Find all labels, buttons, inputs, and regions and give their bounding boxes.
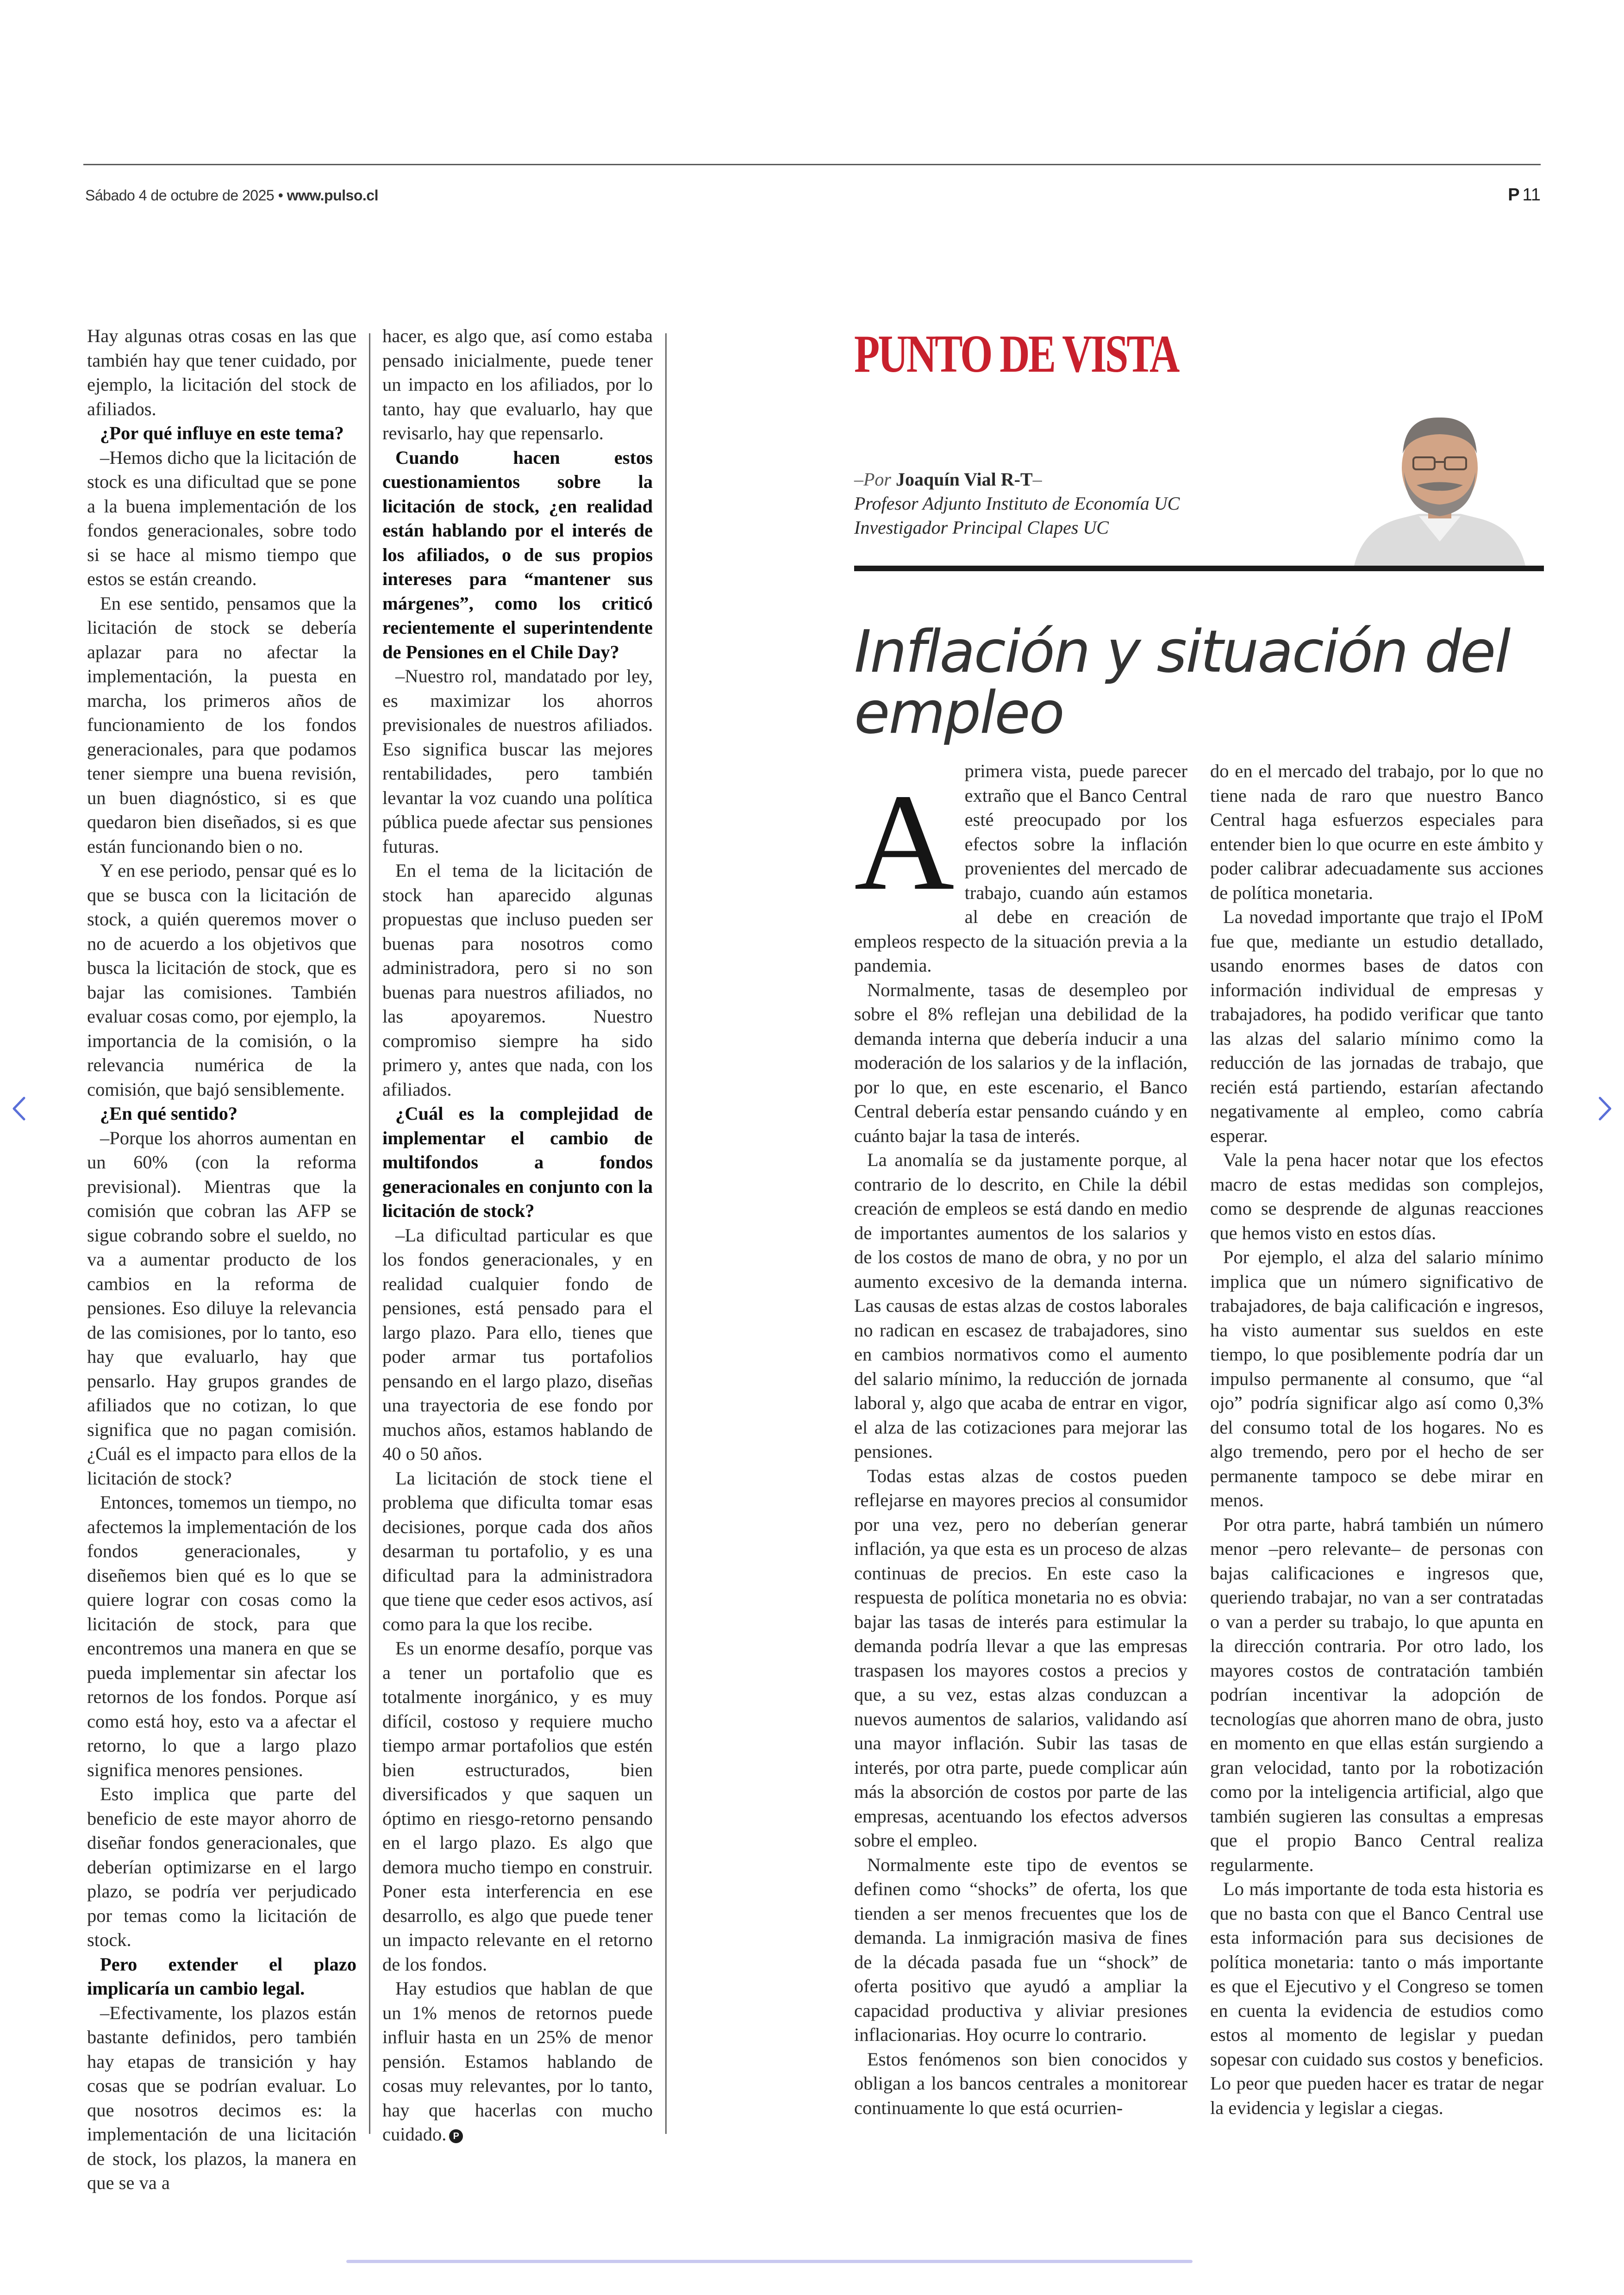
author-name: Joaquín Vial R-T bbox=[896, 469, 1033, 490]
issue-date-line bbox=[85, 187, 378, 204]
opinion-column-1 bbox=[854, 759, 1187, 2120]
interview-question: Pero extender el plazo implicaría un cambio legal. bbox=[87, 1953, 356, 1999]
horizontal-scrollbar[interactable] bbox=[346, 2260, 1193, 2263]
page-number bbox=[1508, 185, 1541, 205]
previous-page-button[interactable] bbox=[6, 1092, 31, 1125]
article-paragraph: Lo más importante de toda esta historia es que no basta con que el Banco Central use esta información para sus decisiones de política monetaria: tanto o más importante es que el Ejecutivo y el Congreso se tomen en cuenta la evidencia de estudios como estos al momento de legislar y puedan sopesar con cuidado sus costos y beneficios. Lo peor que pueden hacer es tratar de negar la evidencia y legislar a ciegas. bbox=[1210, 1878, 1543, 2118]
author-role-2: Investigador Principal Clapes UC bbox=[854, 517, 1109, 538]
opinion-column-2 bbox=[1210, 759, 1543, 2120]
article-paragraph-text: primera vista, puede parecer extraño que el Banco Central esté preocupado por los efectos sobre la inflación provenientes del mercado de trabajo, cuando aún estamos al debe en creación de empleos respecto de la situación previa a la pandemia. bbox=[854, 761, 1187, 976]
section-title: PUNTO DE VISTA bbox=[854, 324, 1178, 384]
interview-column-1 bbox=[87, 324, 356, 2195]
headline-rule bbox=[854, 566, 1544, 571]
byline bbox=[854, 468, 1180, 540]
page-letter: P bbox=[1508, 185, 1520, 205]
byline-prefix: –Por bbox=[854, 469, 891, 490]
column-divider bbox=[369, 333, 370, 2134]
article-paragraph: Por otra parte, habrá también un número menor –pero relevante– de personas con bajas calificaciones e ingresos que, queriendo trabajar, no van a ser contratadas o van a perder su trabajo, lo que apunta en la dirección contraria. Por otro lado, los mayores costos de contratación también podrían incentivar la adopción de tecnologías que ahorren mano de obra, justo en momento en que ellas están surgiendo a gran velocidad, tanto por la robotización como por la inteligencia artificial, algo que también sugieren las consultas a empresas que el propio Banco Central realiza regularmente. bbox=[1210, 1514, 1543, 1875]
interview-paragraph: Esto implica que parte del beneficio de este mayor ahorro de diseñar fondos generacionales, que deberían optimizarse en el largo plazo, se podría ver perjudicado por temas como la licitación de stock. bbox=[87, 1784, 356, 1950]
interview-paragraph: En el tema de la licitación de stock han aparecido algunas propuestas que incluso pueden ser buenas para nosotros como administradora, pero si no son buenas para nuestros afiliados, no las apoyaremos. Nuestro compromiso siempre ha sido primero y, antes que nada, con los afiliados. bbox=[382, 860, 653, 1100]
interview-paragraph: Hay estudios que hablan de que un 1% menos de retornos puede influir hasta en un 25% de menor pensión. Estamos hablando de cosas muy relevantes, por lo tanto, hay que hacerlas con mucho cuidado. P bbox=[382, 1978, 653, 2145]
author-role-1: Profesor Adjunto Instituto de Economía UC bbox=[854, 493, 1180, 514]
interview-paragraph: –Hemos dicho que la licitación de stock es una dificultad que se pone a la buena implementación de los fondos generacionales, sobre todo si se hace al mismo tiempo que estos se están creando. bbox=[87, 447, 356, 589]
interview-question: Cuando hacen estos cuestionamientos sobre la licitación de stock, ¿en realidad están hablando por el interés de los afiliados, o de sus propios intereses para “mantener sus márgenes”, como los criticó recientemente el superintendente de Pensiones en el Chile Day? bbox=[382, 447, 653, 662]
interview-question: ¿En qué sentido? bbox=[100, 1103, 238, 1124]
article-paragraph: Vale la pena hacer notar que los efectos macro de estas medidas son complejos, como se desprende de algunas reacciones que hemos visto en estos días. bbox=[1210, 1149, 1543, 1243]
article-paragraph: Por ejemplo, el alza del salario mínimo implica que un número significativo de trabajadores, de baja calificación e ingresos, ha visto aumentar sus sueldos en este tiempo, lo que posiblemente podría dar un impulso permanente al consumo, que “al ojo” podría significar algo así como 0,3% del consumo total de los hogares. No es algo tremendo, pero por el hecho de ser permanente tampoco se debe mirar en menos. bbox=[1210, 1247, 1543, 1510]
article-paragraph bbox=[854, 759, 1187, 978]
interview-paragraph: hacer, es algo que, así como estaba pensado inicialmente, puede tener un impacto en los afiliados, por lo tanto, hay que evaluarlo, hay que revisarlo, hay que repensarlo. bbox=[382, 325, 653, 443]
article-paragraph: Estos fenómenos son bien conocidos y obligan a los bancos centrales a monitorear continuamente lo que está ocurrien- bbox=[854, 2048, 1187, 2118]
article-paragraph: La novedad importante que trajo el IPoM fue que, mediante un estudio detallado, usando enormes bases de datos con información individual de empresas y trabajadores, ha podido verificar que tanto las alzas del salario mínimo como la reducción de las jornadas de trabajo, que recién está partiendo, estarían afectando negativamente al empleo, como cabría esperar. bbox=[1210, 906, 1543, 1146]
interview-paragraph: En ese sentido, pensamos que la licitación de stock se debería aplazar para no afectar la implementación, la puesta en marcha, los primeros años de funcionamiento de los fondos generacionales, para que podamos tener siempre una buena revisión, un buen diagnóstico, si es que quedaron bien diseñados, si es que están funcionando bien o no. bbox=[87, 592, 356, 857]
article-headline: Inflación y situación del empleo bbox=[854, 617, 1510, 747]
interview-paragraph: Entonces, tomemos un tiempo, no afectemos la implementación de los fondos generacionales, y diseñemos bien qué es lo que se quiere lograr con cosas como la licitación de stock, para que encontremos una manera en que se pueda implementar sin afectar los retornos de los fondos. Porque así como está hoy, esto va a afectar el retorno, lo que a largo plazo significa menores pensiones. bbox=[87, 1492, 356, 1780]
column-divider bbox=[665, 333, 667, 2134]
site-link[interactable]: www.pulso.cl bbox=[287, 187, 378, 204]
page-number-value: 11 bbox=[1522, 185, 1541, 205]
interview-paragraph: –Efectivamente, los plazos están bastante definidos, pero también hay etapas de transición y hay cosas que se podrían evaluar. Lo que nosotros decimos es: la implementación de una licitación de stock, los plazos, la manera en que se va a bbox=[87, 2002, 356, 2193]
interview-column-2 bbox=[382, 324, 653, 2147]
end-of-article-mark: P bbox=[449, 2129, 463, 2143]
next-page-button[interactable] bbox=[1593, 1092, 1618, 1125]
byline-suffix: – bbox=[1032, 469, 1042, 490]
article-paragraph: Normalmente este tipo de eventos se definen como “shocks” de oferta, los que tienden a ser menos frecuentes que los de demanda. La inmigración masiva de fines de la década pasada fue un “shock” de oferta positivo que ayudó a ampliar la capacidad productiva y aliviar presiones inflacionarias. Hoy ocurre lo contrario. bbox=[854, 1854, 1187, 2045]
interview-paragraph: Es un enorme desafío, porque vas a tener un portafolio que es totalmente inorgánico, y es muy difícil, costoso y requiere mucho tiempo armar portafolios que estén bien estructurados, bien diversificados y que saquen un óptimo en riesgo-retorno pensando en el largo plazo. Es algo que demora mucho tiempo en construir. Poner esta interferencia en ese desarrollo, es algo que puede tener un impacto relevante en el retorno de los fondos. bbox=[382, 1638, 653, 1975]
interview-paragraph: Hay algunas otras cosas en las que también hay que tener cuidado, por ejemplo, la licitación del stock de afiliados. bbox=[87, 325, 356, 419]
interview-question: ¿Por qué influye en este tema? bbox=[100, 423, 344, 443]
issue-date: Sábado 4 de octubre de 2025 • bbox=[85, 187, 283, 204]
interview-paragraph: –La dificultad particular es que los fondos generacionales, y en realidad cualquier fondo de pensiones, está pensado para el largo plazo. Para ello, tienes que poder armar tus portafolios pensando en el largo plazo, diseñas una trayectoria de ese fondo por muchos años, estamos hablando de 40 o 50 años. bbox=[382, 1224, 653, 1464]
article-paragraph: Todas estas alzas de costos pueden reflejarse en mayores precios al consumidor por una vez, pero no deberían generar inflación, ya que esta es un proceso de alzas continuas de precios. En este caso la respuesta de política monetaria no es obvia: bajar las tasas de interés para estimular la demanda podría llevar a que las empresas traspasen los mayores costos a precios y que, a su vez, estas alzas conduzcan a nuevos aumentos de salarios, validando así una mayor inflación. Subir las tasas de interés, por otra parte, puede complicar aún más la absorción de costos por parte de las empresas, acentuando los efectos adversos sobre el empleo. bbox=[854, 1465, 1187, 1851]
interview-paragraph: –Nuestro rol, mandatado por ley, es maximizar los ahorros previsionales de nuestros afiliados. Eso significa buscar las mejores rentabilidades, pero también levantar la voz cuando una política pública puede afectar sus pensiones futuras. bbox=[382, 666, 653, 857]
interview-paragraph: La licitación de stock tiene el problema que dificulta tomar esas decisiones, porque cada dos años desarman tu portafolio, y es una dificultad para la administradora que tiene que ceder esos activos, así como para la que los recibe. bbox=[382, 1467, 653, 1634]
interview-paragraph: Y en ese periodo, pensar qué es lo que se busca con la licitación de stock, a quién queremos mover o no de acuerdo a los objetivos que busca la licitación de stock, que es bajar las comisiones. También evaluar cosas como, por ejemplo, la importancia de la comisión, o la relevancia numérica de la comisión, que bajó sensiblemente. bbox=[87, 860, 356, 1100]
header-rule bbox=[83, 164, 1541, 165]
article-paragraph: do en el mercado del trabajo, por lo que no tiene nada de raro que nuestro Banco Central haga esfuerzos especiales para entender bien lo que ocurre en este ámbito y poder calibrar adecuadamente sus acciones de política monetaria. bbox=[1210, 761, 1543, 903]
interview-paragraph: –Porque los ahorros aumentan en un 60% (con la reforma previsional). Mientras que la comisión que cobran las AFP se sigue cobrando sobre el sueldo, no va a aumentar producto de los cambios en la reforma de pensiones. Eso diluye la relevancia de las comisiones, por lo tanto, eso hay que evaluarlo, hay que pensarlo. Hay grupos grandes de afiliados que no cotizan, lo que significa que no pagan comisión. ¿Cuál es el impacto para ellos de la licitación de stock? bbox=[87, 1127, 356, 1489]
interview-question: ¿Cuál es la complejidad de implementar el cambio de multifondos a fondos generacionales en conjunto con la licitación de stock? bbox=[382, 1103, 653, 1221]
article-paragraph: La anomalía se da justamente porque, al contrario de lo descrito, en Chile la débil creación de empleos se está dando en medio de importantes aumentos de los salarios y de los costos de mano de obra, y no por un aumento excesivo de la demanda interna. Las causas de estas alzas de costos laborales no radican en escasez de trabajadores, sino en cambios normativos como el aumento del salario mínimo, la reducción de jornada laboral y, algo que acaba de entrar en vigor, el alza de las cotizaciones para mejorar las pensiones. bbox=[854, 1149, 1187, 1462]
article-paragraph: Normalmente, tasas de desempleo por sobre el 8% reflejan una debilidad de la demanda interna que debería inducir a una moderación de los salarios y de la inflación, por lo que, en este escenario, el Banco Central debería estar pensando cuándo y en cuánto bajar la tasa de interés. bbox=[854, 979, 1187, 1146]
drop-cap: A bbox=[854, 765, 955, 919]
author-portrait bbox=[1336, 403, 1544, 566]
